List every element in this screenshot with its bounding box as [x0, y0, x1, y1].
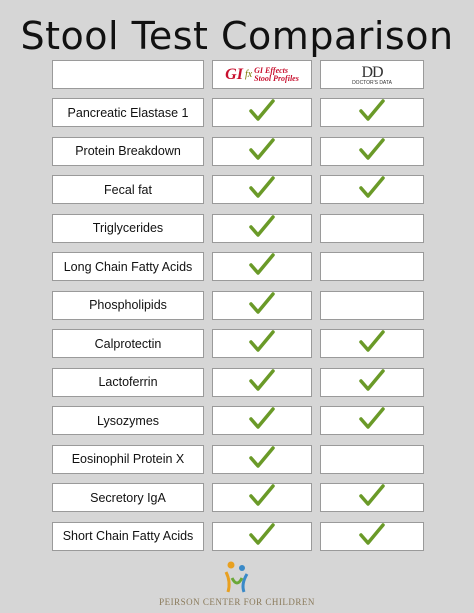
check-icon: [249, 137, 275, 166]
gi-effects-cell: [212, 175, 312, 204]
row-label: Triglycerides: [52, 214, 204, 243]
table-row: [52, 483, 424, 512]
table-row: [52, 522, 424, 551]
check-icon: [249, 368, 275, 397]
check-icon: [249, 483, 275, 512]
gi-effects-cell: [212, 98, 312, 127]
doctors-data-cell: [320, 368, 424, 397]
check-icon: [359, 406, 385, 435]
peirson-logo-icon: [222, 560, 252, 594]
check-icon: [359, 368, 385, 397]
doctors-data-cell: [320, 522, 424, 551]
row-label: Eosinophil Protein X: [52, 445, 204, 474]
doctors-data-cell: [320, 406, 424, 435]
row-label: Long Chain Fatty Acids: [52, 252, 204, 281]
dd-logo-mark: DD: [361, 63, 383, 81]
gi-effects-cell: [212, 522, 312, 551]
row-label: Secretory IgA: [52, 483, 204, 512]
doctors-data-cell: [320, 175, 424, 204]
doctors-data-cell: [320, 98, 424, 127]
footer-text: PEIRSON CENTER FOR CHILDREN: [159, 597, 315, 607]
doctors-data-cell: [320, 445, 424, 474]
gi-effects-cell: [212, 329, 312, 358]
doctors-data-cell: [320, 483, 424, 512]
doctors-data-cell: [320, 252, 424, 281]
doctors-data-logo: [320, 60, 424, 89]
gi-effects-cell: [212, 483, 312, 512]
table-row: [52, 98, 424, 127]
table-row: [52, 329, 424, 358]
check-icon: [249, 406, 275, 435]
row-label: Lysozymes: [52, 406, 204, 435]
doctors-data-cell: [320, 329, 424, 358]
row-label: Lactoferrin: [52, 368, 204, 397]
table-header-row: [52, 60, 424, 89]
gi-effects-cell: [212, 137, 312, 166]
check-icon: [249, 175, 275, 204]
doctors-data-cell: [320, 214, 424, 243]
check-icon: [249, 291, 275, 320]
gi-effects-cell: [212, 445, 312, 474]
gi-logo-line1: GI Effects: [254, 65, 289, 75]
gi-effects-cell: [212, 368, 312, 397]
table-row: [52, 406, 424, 435]
table-row: [52, 175, 424, 204]
row-label: Short Chain Fatty Acids: [52, 522, 204, 551]
doctors-data-cell: [320, 137, 424, 166]
gi-logo-sub: fx: [244, 69, 253, 80]
gi-effects-logo: [212, 60, 312, 89]
gi-logo-line2: Stool Profiles: [254, 73, 299, 83]
check-icon: [249, 98, 275, 127]
page-title: Stool Test Comparison: [20, 14, 454, 58]
check-icon: [249, 329, 275, 358]
row-label: Fecal fat: [52, 175, 204, 204]
table-row: [52, 252, 424, 281]
table-row: [52, 214, 424, 243]
doctors-data-cell: [320, 291, 424, 320]
check-icon: [249, 214, 275, 243]
check-icon: [359, 175, 385, 204]
header-empty-cell: [52, 60, 204, 89]
row-label: Calprotectin: [52, 329, 204, 358]
gi-effects-cell: [212, 252, 312, 281]
table-row: [52, 368, 424, 397]
dd-logo-text: DOCTOR'S DATA: [352, 79, 392, 86]
table-row: [52, 137, 424, 166]
check-icon: [359, 98, 385, 127]
row-label: Protein Breakdown: [52, 137, 204, 166]
table-row: [52, 445, 424, 474]
gi-logo-mark: GI: [225, 65, 243, 83]
check-icon: [249, 445, 275, 474]
check-icon: [359, 137, 385, 166]
table-row: [52, 291, 424, 320]
gi-effects-cell: [212, 214, 312, 243]
row-label: Phospholipids: [52, 291, 204, 320]
check-icon: [249, 252, 275, 281]
row-label: Pancreatic Elastase 1: [52, 98, 204, 127]
gi-effects-cell: [212, 291, 312, 320]
check-icon: [359, 483, 385, 512]
check-icon: [359, 329, 385, 358]
check-icon: [359, 522, 385, 551]
gi-effects-cell: [212, 406, 312, 435]
check-icon: [249, 522, 275, 551]
